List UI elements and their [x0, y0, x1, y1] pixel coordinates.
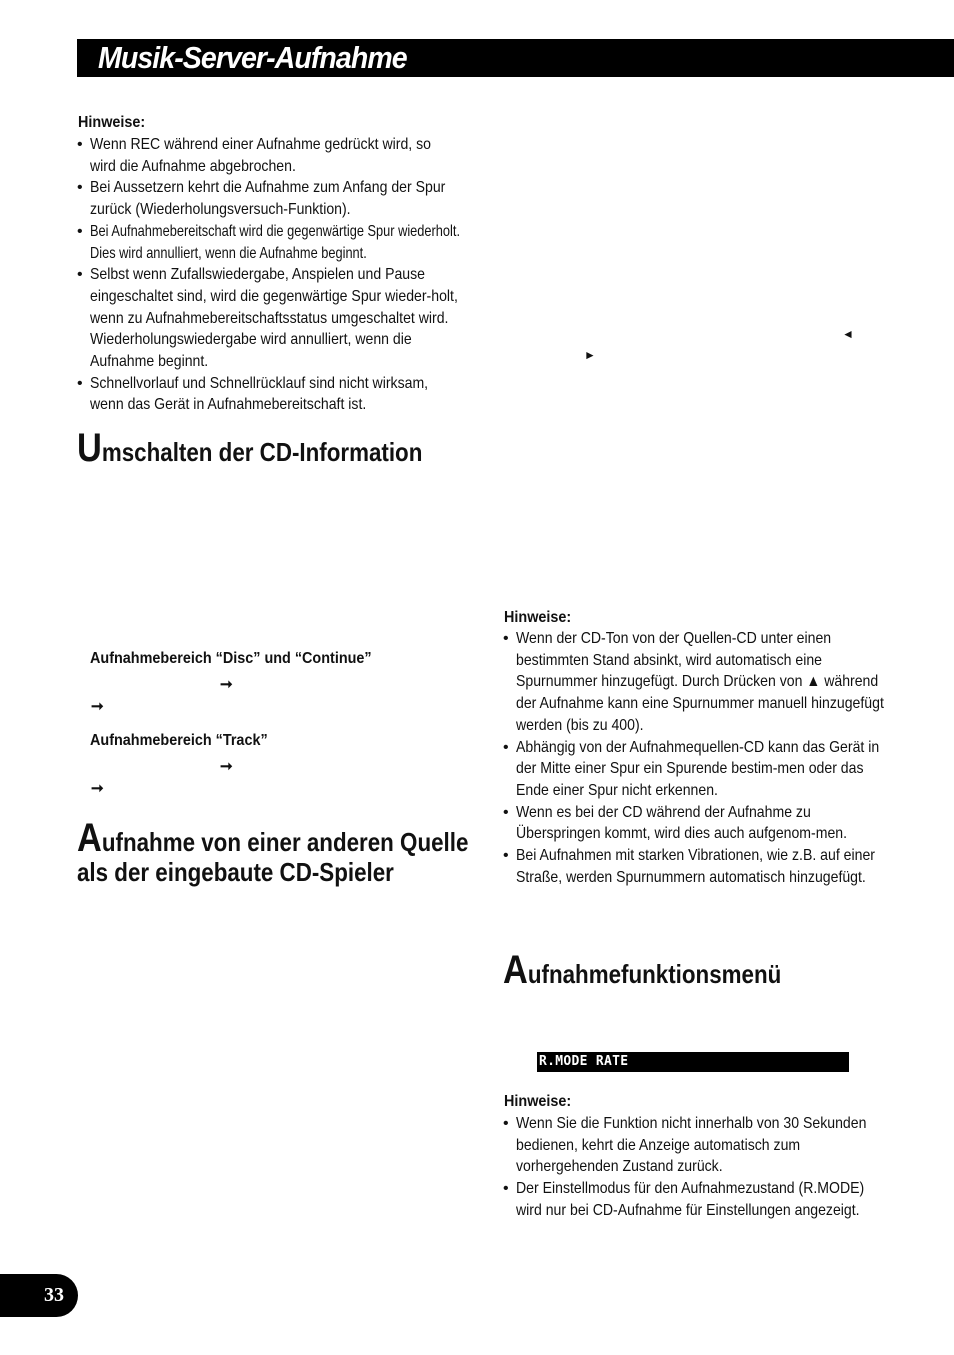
list-item: • Abhängig von der Aufnahmequellen-CD kann das Gerät in der Mitte einer Spur ein Spurende bestim-men oder das Ende einer Spur nicht erkennen.	[503, 737, 898, 802]
arrow-icon: ➞	[220, 758, 233, 775]
left-notes-list	[77, 134, 472, 416]
header-banner	[77, 39, 954, 77]
section-heading-menu: Aufnahmefunktionsmenü	[503, 948, 782, 992]
arrow-icon: ➞	[220, 676, 233, 693]
menu-notes-list	[503, 1113, 898, 1222]
list-item: • Wenn REC während einer Aufnahme gedrückt wird, so wird die Aufnahme abgebrochen.	[77, 134, 460, 177]
left-notes-heading: Hinweise:	[78, 114, 146, 131]
list-item: • Bei Aufnahmebereitschaft wird die gegenwärtige Spur wiederholt. Dies wird annulliert, wenn die Aufnahme beginnt.	[77, 221, 472, 264]
list-item: • Wenn der CD-Ton von der Quellen-CD unter einen bestimmten Stand absinkt, wird automatisch eine Spurnummer hinzugefügt. Durch Drücken von ▲ während der Aufnahme kann eine Spurnummer manuell hinzugefügt werden (bis zu 400).	[503, 628, 898, 737]
list-item: • Wenn es bei der CD während der Aufnahme zu Überspringen kommt, wird dies auch aufgenom-men.	[503, 802, 898, 845]
menu-notes-heading: Hinweise:	[504, 1093, 572, 1110]
right-triangle-icon: ►	[584, 348, 596, 362]
arrow-icon: ➞	[91, 780, 104, 797]
right-notes-list	[503, 628, 898, 888]
arrow-icon: ➞	[91, 698, 104, 715]
page-number: 33	[44, 1284, 64, 1306]
section-heading-other-source-line2: als der eingebaute CD-Spieler	[77, 857, 394, 887]
page-title: Musik-Server-Aufnahme	[98, 40, 407, 75]
section-heading-other-source: Aufnahme von einer anderen Quelle	[77, 816, 469, 860]
page-number-tab	[0, 1274, 78, 1317]
list-item: • Der Einstellmodus für den Aufnahmezustand (R.MODE) wird nur bei CD-Aufnahme für Einstellungen angezeigt.	[503, 1178, 898, 1221]
list-item: • Selbst wenn Zufallswiedergabe, Anspielen und Pause eingeschaltet sind, wird die gegenwärtige Spur wieder-holt, wenn zu Aufnahmebereitschaftsstatus umgeschaltet wird. Wiederholungswiedergabe wird annulliert, wenn die Aufnahme beginnt.	[77, 264, 472, 373]
recording-range-disc-continue: Aufnahmebereich “Disc” und “Continue”	[90, 650, 372, 667]
list-item: • Wenn Sie die Funktion nicht innerhalb von 30 Sekunden bedienen, kehrt die Anzeige automatisch zum vorhergehenden Zustand zurück.	[503, 1113, 898, 1178]
right-notes-heading: Hinweise:	[504, 609, 572, 626]
list-item: • Bei Aufnahmen mit starken Vibrationen, wie z.B. auf einer Straße, werden Spurnummern automatisch hinzugefügt.	[503, 845, 898, 888]
display-readout: R.MODE RATE	[537, 1052, 849, 1072]
left-triangle-icon: ◄	[842, 327, 854, 341]
section-heading-cd-info: Umschalten der CD-Information	[77, 426, 423, 470]
recording-range-track: Aufnahmebereich “Track”	[90, 732, 268, 749]
list-item: • Bei Aussetzern kehrt die Aufnahme zum Anfang der Spur zurück (Wiederholungsversuch-Funktion).	[77, 177, 472, 220]
list-item: • Schnellvorlauf und Schnellrücklauf sind nicht wirksam, wenn das Gerät in Aufnahmebereitschaft ist.	[77, 373, 472, 416]
